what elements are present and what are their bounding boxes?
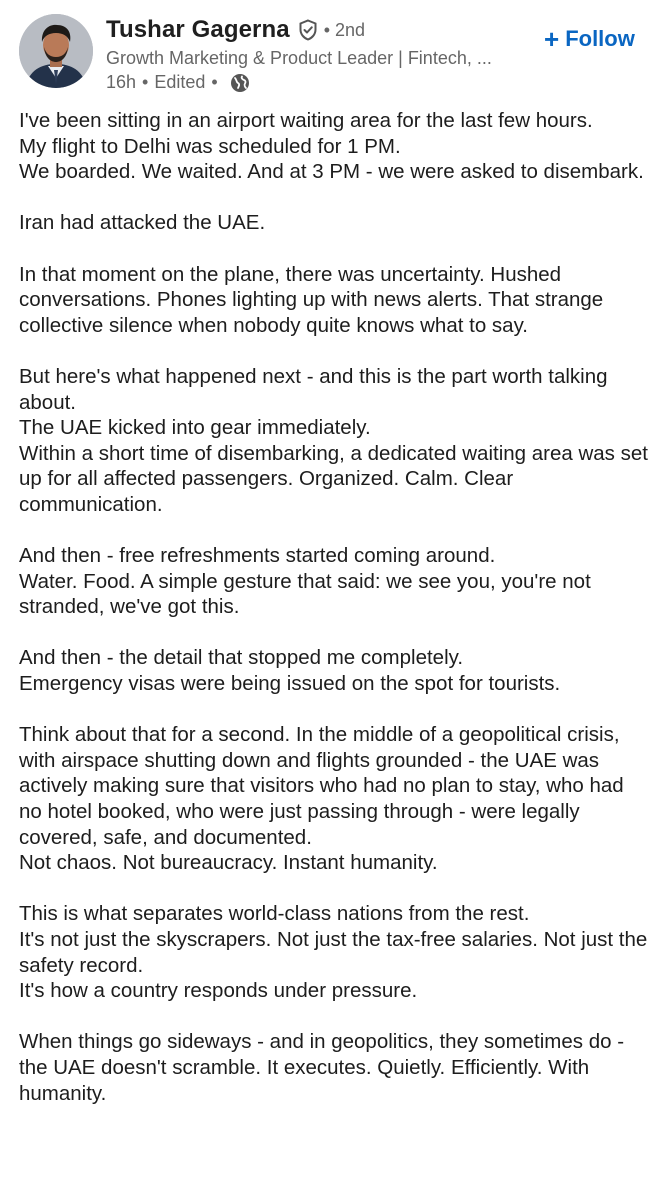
post-time: 16h <box>106 72 137 92</box>
post-paragraph <box>19 1029 649 1106</box>
meta-separator: • <box>211 72 218 92</box>
post-text-line: This is what separates world-class nations from the rest. <box>19 902 530 926</box>
post-text-line: I've been sitting in an airport waiting area for the last few hours. <box>19 109 593 132</box>
post-paragraph <box>19 645 649 696</box>
post-meta <box>106 72 250 93</box>
post-text-line: It's not just the skyscrapers. Not just the tax-free salaries. Not just the safety record. <box>19 928 648 977</box>
verified-shield-icon <box>298 19 318 41</box>
post-text-line: My flight to Delhi was scheduled for 1 PM. <box>19 134 401 158</box>
post-text-line: Within a short time of disembarking, a dedicated waiting area was set up for all affected passengers. Organized. Calm. Clear communication. <box>19 441 648 516</box>
post-text-line: We boarded. We waited. And at 3 PM - we were asked to disembark. <box>19 160 644 184</box>
author-name[interactable]: Tushar Gagerna <box>106 16 290 43</box>
post-paragraph <box>19 722 649 876</box>
post-text-line: Emergency visas were being issued on the spot for tourists. <box>19 672 561 696</box>
plus-icon: + <box>544 24 560 54</box>
post-paragraph <box>19 364 649 518</box>
post-text-line: Iran had attacked the UAE. <box>19 211 266 235</box>
author-line <box>106 16 365 44</box>
post-text-line: Water. Food. A simple gesture that said: we see you, you're not stranded, we've got this. <box>19 569 591 619</box>
edited-label: Edited <box>154 72 206 92</box>
post-text-line: It's how a country responds under pressure. <box>19 979 418 1003</box>
follow-button[interactable] <box>544 26 635 52</box>
connection-degree: • 2nd <box>323 19 366 40</box>
post-paragraph <box>19 901 649 1003</box>
globe-icon <box>230 73 250 93</box>
post-paragraph <box>19 108 649 185</box>
post-text-line: Not chaos. Not bureaucracy. Instant humanity. <box>19 851 438 875</box>
post-text-line: And then - the detail that stopped me completely. <box>19 646 464 670</box>
post-text-line: But here's what happened next - and this is the part worth talking about. <box>19 364 608 414</box>
post-paragraph <box>19 543 649 620</box>
post-paragraph <box>19 262 649 339</box>
post-text-line: In that moment on the plane, there was uncertainty. Hushed conversations. Phones lighting up with news alerts. That strange collective silence when nobody quite knows what to say. <box>19 262 604 337</box>
post-text-line: When things go sideways - and in geopolitics, they sometimes do - the UAE doesn't scramble. It executes. Quietly. Efficiently. With humanity. <box>19 1030 625 1105</box>
follow-label: Follow <box>565 26 635 51</box>
post-text-line: Think about that for a second. In the middle of a geopolitical crisis, with airspace shutting down and flights grounded - the UAE was actively making sure that visitors who had no plan to stay, who had no hotel booked, who were just passing through - were legally covered, safe, and documented. <box>19 723 624 849</box>
post-header <box>0 0 662 100</box>
post-paragraph <box>19 210 649 236</box>
post-text-line: And then - free refreshments started coming around. <box>19 544 496 568</box>
author-headline: Growth Marketing & Product Leader | Fintech, ... <box>106 48 492 68</box>
post-body <box>19 108 649 1106</box>
avatar-photo <box>19 14 93 88</box>
author-avatar[interactable] <box>19 14 93 88</box>
meta-separator: • <box>142 72 149 92</box>
post-text-line: The UAE kicked into gear immediately. <box>19 416 371 440</box>
